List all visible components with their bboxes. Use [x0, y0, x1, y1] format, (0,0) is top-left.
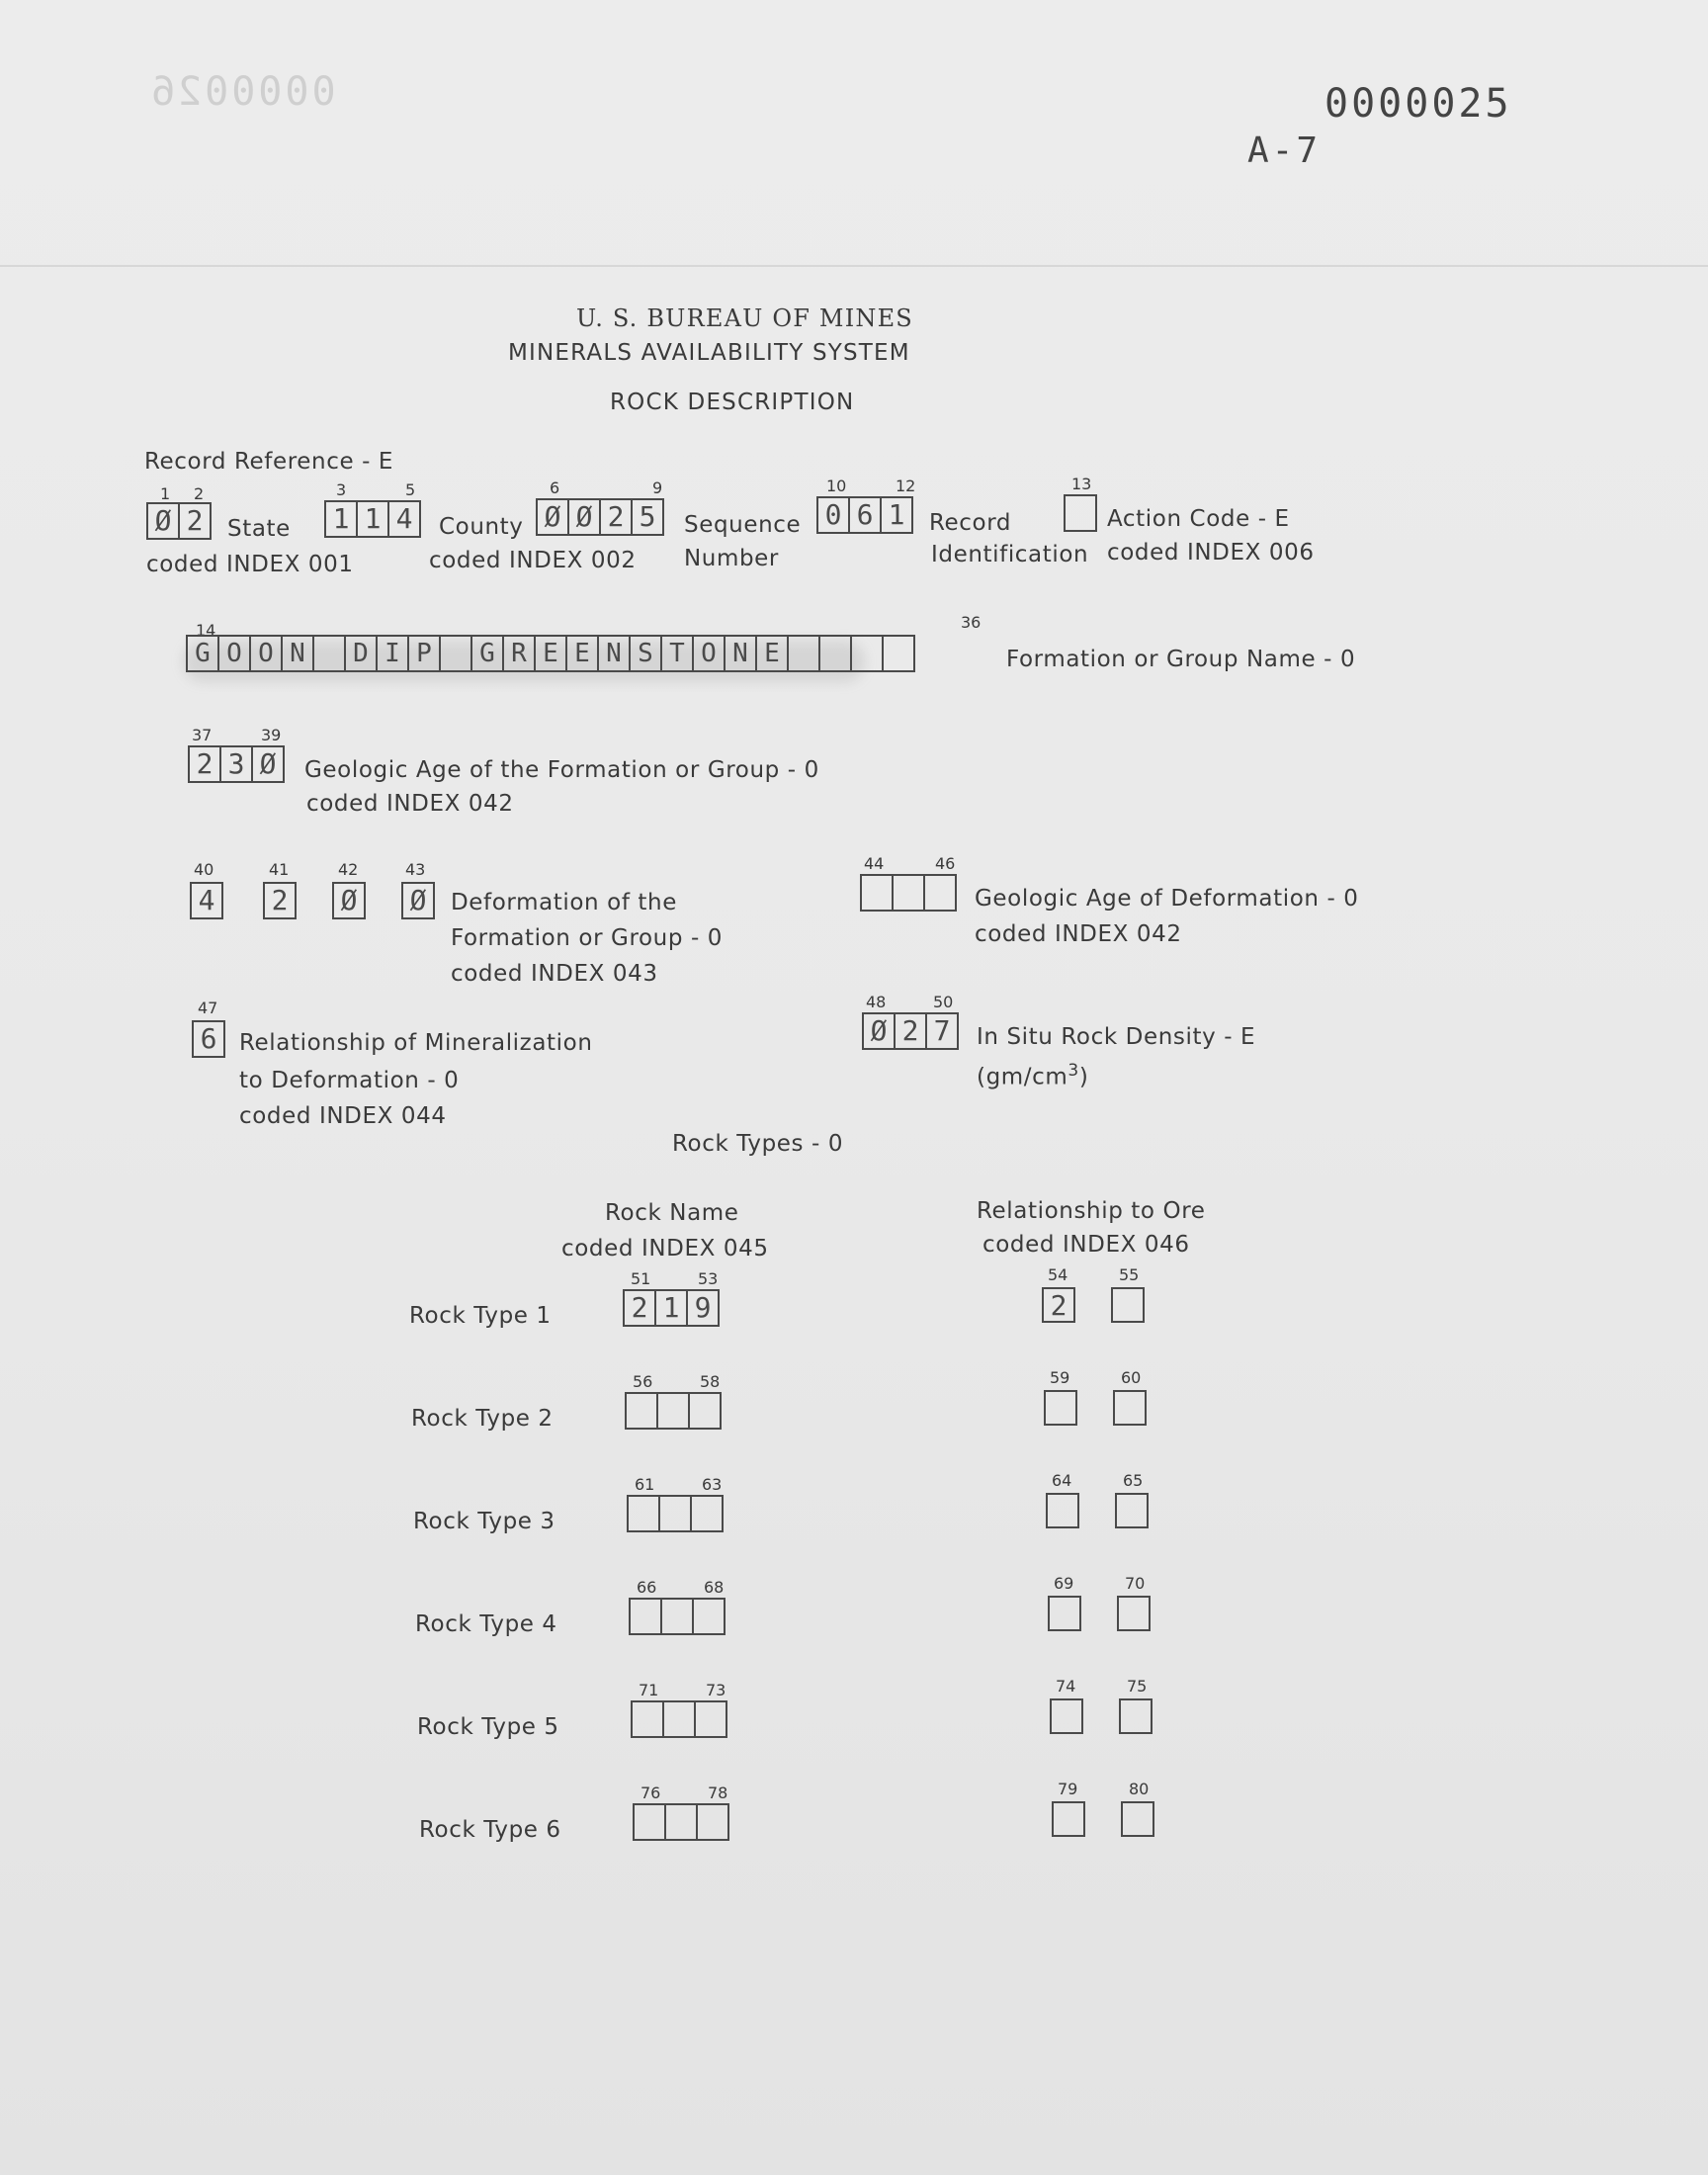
code-box [1113, 1390, 1147, 1426]
page-label: A-7 [1247, 130, 1322, 171]
code-box: 6 [848, 496, 882, 534]
rock-name-field[interactable] [625, 1392, 720, 1430]
ore-relationship-field-2[interactable] [1121, 1801, 1154, 1837]
page-fold-line [0, 265, 1708, 267]
code-box: Ø [251, 745, 285, 783]
rock-name-field[interactable] [627, 1495, 722, 1532]
relationship-mineralization-field[interactable] [192, 1020, 225, 1058]
relationship-mineralization-index-label: coded INDEX 044 [239, 1103, 447, 1129]
code-box: 2 [894, 1012, 927, 1050]
formation-name-field[interactable] [186, 635, 913, 672]
code-box [1119, 1698, 1153, 1734]
col-num: 6 [550, 478, 560, 497]
rock-density-label: In Situ Rock Density - E [977, 1024, 1256, 1050]
code-box: 6 [192, 1020, 225, 1058]
code-box: 2 [263, 882, 297, 919]
code-box [656, 1392, 690, 1430]
code-box [1052, 1801, 1085, 1837]
document-number: 0000025 [1324, 81, 1512, 127]
code-box: Ø [567, 498, 601, 536]
code-box [692, 1598, 726, 1635]
rock-density-unit-close: ) [1078, 1064, 1089, 1090]
col-num: 63 [702, 1475, 723, 1494]
code-box [662, 1700, 696, 1738]
code-box: 2 [623, 1289, 656, 1327]
formation-char-box: O [217, 635, 251, 672]
code-box: Ø [332, 882, 366, 919]
code-box: 3 [219, 745, 253, 783]
col-num: 1 [160, 484, 171, 503]
deformation-field-40[interactable] [190, 882, 223, 919]
col-num: 9 [652, 478, 663, 497]
code-box [860, 874, 894, 912]
formation-char-box [882, 635, 915, 672]
code-box [627, 1495, 660, 1532]
deformation-label-line2: Formation or Group - 0 [451, 925, 724, 951]
code-box [1111, 1287, 1145, 1323]
col-num: 74 [1056, 1677, 1076, 1696]
ore-relationship-field-2[interactable] [1113, 1390, 1147, 1426]
col-num: 50 [933, 993, 954, 1011]
rock-name-field[interactable] [633, 1803, 727, 1841]
code-box [1048, 1596, 1081, 1631]
record-reference-label: Record Reference - E [144, 449, 394, 475]
code-box: 2 [178, 502, 212, 540]
geologic-age-index-label: coded INDEX 042 [306, 791, 514, 817]
sequence-label: Sequence [684, 512, 802, 538]
col-num: 46 [935, 854, 956, 873]
col-num: 78 [708, 1784, 728, 1802]
col-num: 41 [269, 860, 290, 879]
col-num: 54 [1048, 1265, 1068, 1284]
col-num: 70 [1125, 1574, 1146, 1593]
code-box [625, 1392, 658, 1430]
ore-relationship-field-1[interactable] [1046, 1493, 1079, 1528]
code-box [629, 1598, 662, 1635]
col-num: 66 [637, 1578, 657, 1597]
formation-char-box: I [376, 635, 409, 672]
action-code-field[interactable] [1064, 494, 1097, 532]
rock-name-field[interactable] [629, 1598, 724, 1635]
formation-char-box: O [692, 635, 726, 672]
county-label: County [439, 514, 524, 540]
rock-types-title: Rock Types - 0 [672, 1131, 844, 1157]
relationship-mineralization-label-line1: Relationship of Mineralization [239, 1030, 593, 1056]
agency-title: U. S. BUREAU OF MINES [576, 304, 913, 332]
sequence-sub-label: Number [684, 546, 779, 571]
code-box [1046, 1493, 1079, 1528]
code-box [892, 874, 925, 912]
rock-density-field[interactable] [862, 1012, 957, 1050]
code-box: Ø [862, 1012, 896, 1050]
ore-relationship-field-1[interactable] [1044, 1390, 1077, 1426]
rock-name-header: Rock Name [605, 1200, 739, 1226]
col-num: 3 [336, 480, 347, 499]
formation-char-box [818, 635, 852, 672]
rock-density-unit-sup: 3 [1068, 1061, 1079, 1081]
deformation-field-42[interactable] [332, 882, 366, 919]
deformation-age-field[interactable] [860, 874, 955, 912]
col-num: 56 [633, 1372, 653, 1391]
rock-type-label: Rock Type 1 [409, 1303, 552, 1329]
code-box: 9 [686, 1289, 720, 1327]
relationship-mineralization-label-line2: to Deformation - 0 [239, 1068, 460, 1093]
record-label: Record [929, 510, 1012, 536]
rock-type-label: Rock Type 6 [419, 1817, 561, 1843]
col-num: 69 [1054, 1574, 1074, 1593]
code-box [664, 1803, 698, 1841]
formation-char-box: N [597, 635, 631, 672]
formation-char-box: T [660, 635, 694, 672]
ghost-document-number: 0000026 [148, 69, 336, 115]
col-num: 80 [1129, 1780, 1150, 1798]
code-box: 7 [925, 1012, 959, 1050]
ore-header: Relationship to Ore [977, 1198, 1206, 1224]
col-num: 55 [1119, 1265, 1140, 1284]
col-num: 60 [1121, 1368, 1142, 1387]
state-code-field[interactable] [146, 502, 210, 540]
col-num: 73 [706, 1681, 726, 1699]
code-box [1044, 1390, 1077, 1426]
col-num: 2 [194, 484, 205, 503]
rock-type-label: Rock Type 2 [411, 1406, 554, 1432]
action-code-index-label: coded INDEX 006 [1107, 540, 1315, 566]
code-box: 1 [654, 1289, 688, 1327]
code-box [1115, 1493, 1149, 1528]
col-num: 71 [639, 1681, 659, 1699]
formation-char-box: R [502, 635, 536, 672]
formation-char-box [850, 635, 884, 672]
formation-char-box [312, 635, 346, 672]
deformation-age-label: Geologic Age of Deformation - 0 [975, 886, 1359, 912]
col-num: 75 [1127, 1677, 1148, 1696]
code-box: 2 [1042, 1287, 1075, 1323]
col-num: 47 [198, 999, 218, 1017]
col-num: 61 [635, 1475, 655, 1494]
formation-label: Formation or Group Name - 0 [1006, 647, 1356, 672]
code-box: Ø [401, 882, 435, 919]
code-box: 1 [324, 500, 358, 538]
formation-char-box: P [407, 635, 441, 672]
code-box: Ø [536, 498, 569, 536]
col-num: 40 [194, 860, 214, 879]
code-box [631, 1700, 664, 1738]
col-num: 42 [338, 860, 359, 879]
col-num: 10 [826, 477, 847, 495]
geologic-age-label: Geologic Age of the Formation or Group - 0 [304, 757, 819, 783]
formation-char-box: S [629, 635, 662, 672]
geologic-age-field[interactable] [188, 745, 283, 783]
rock-type-label: Rock Type 4 [415, 1611, 557, 1637]
formation-char-box: G [186, 635, 219, 672]
code-box: Ø [146, 502, 180, 540]
col-num: 59 [1050, 1368, 1070, 1387]
code-box: 2 [188, 745, 221, 783]
action-code-label: Action Code - E [1107, 506, 1290, 532]
formation-char-box: N [724, 635, 757, 672]
col-num: 36 [961, 613, 982, 632]
col-num: 76 [640, 1784, 661, 1802]
col-num: 65 [1123, 1471, 1144, 1490]
state-label: State [227, 516, 291, 542]
code-box: 4 [387, 500, 421, 538]
col-num: 14 [196, 621, 216, 640]
record-sub-label: Identification [931, 542, 1089, 567]
deformation-field-43[interactable] [401, 882, 435, 919]
county-code-field[interactable] [324, 500, 419, 538]
ore-relationship-field-1[interactable] [1050, 1698, 1083, 1734]
system-title: MINERALS AVAILABILITY SYSTEM [508, 340, 910, 366]
code-box: 5 [631, 498, 664, 536]
col-num: 39 [261, 726, 282, 744]
col-num: 79 [1058, 1780, 1078, 1798]
col-num: 12 [896, 477, 916, 495]
record-identification-field[interactable] [816, 496, 911, 534]
formation-char-box: O [249, 635, 283, 672]
rock-type-label: Rock Type 3 [413, 1509, 555, 1534]
col-num: 64 [1052, 1471, 1072, 1490]
col-num: 43 [405, 860, 426, 879]
code-box [658, 1495, 692, 1532]
code-box [1050, 1698, 1083, 1734]
form-title: ROCK DESCRIPTION [610, 390, 855, 415]
ore-relationship-field-2[interactable] [1119, 1698, 1153, 1734]
rock-name-index-label: coded INDEX 045 [561, 1236, 769, 1262]
formation-char-box: E [565, 635, 599, 672]
col-num: 48 [866, 993, 887, 1011]
ore-relationship-field-1[interactable] [1042, 1287, 1075, 1323]
formation-char-box: N [281, 635, 314, 672]
code-box: 1 [356, 500, 389, 538]
col-num: 5 [405, 480, 416, 499]
col-num: 53 [698, 1269, 719, 1288]
col-num: 68 [704, 1578, 725, 1597]
code-box: 2 [599, 498, 633, 536]
rock-name-field[interactable] [623, 1289, 718, 1327]
state-index-label: coded INDEX 001 [146, 552, 354, 577]
formation-char-box [787, 635, 820, 672]
county-index-label: coded INDEX 002 [429, 548, 637, 573]
code-box [660, 1598, 694, 1635]
formation-char-box: E [534, 635, 567, 672]
formation-char-box [439, 635, 472, 672]
code-box [690, 1495, 724, 1532]
rock-density-unit-text: (gm/cm [977, 1064, 1068, 1090]
code-box [1121, 1801, 1154, 1837]
formation-char-box: G [470, 635, 504, 672]
code-box [1064, 494, 1097, 532]
code-box: 4 [190, 882, 223, 919]
formation-char-box: E [755, 635, 789, 672]
col-num: 58 [700, 1372, 721, 1391]
rock-type-label: Rock Type 5 [417, 1714, 559, 1740]
ore-index-label: coded INDEX 046 [982, 1232, 1190, 1258]
deformation-field-41[interactable] [263, 882, 297, 919]
code-box: 0 [816, 496, 850, 534]
code-box [923, 874, 957, 912]
ore-relationship-field-1[interactable] [1052, 1801, 1085, 1837]
code-box [694, 1700, 727, 1738]
col-num: 44 [864, 854, 885, 873]
code-box [633, 1803, 666, 1841]
ore-relationship-field-2[interactable] [1115, 1493, 1149, 1528]
rock-name-field[interactable] [631, 1700, 726, 1738]
rock-density-unit [977, 1056, 1088, 1092]
formation-char-box: D [344, 635, 378, 672]
ore-relationship-field-2[interactable] [1111, 1287, 1145, 1323]
deformation-age-index-label: coded INDEX 042 [975, 921, 1182, 947]
col-num: 37 [192, 726, 213, 744]
ore-relationship-field-1[interactable] [1048, 1596, 1081, 1631]
deformation-label-line1: Deformation of the [451, 890, 677, 915]
code-box [688, 1392, 722, 1430]
col-num: 13 [1071, 475, 1092, 493]
ore-relationship-field-2[interactable] [1117, 1596, 1151, 1631]
col-num: 51 [631, 1269, 651, 1288]
code-box: 1 [880, 496, 913, 534]
code-box [1117, 1596, 1151, 1631]
code-box [696, 1803, 729, 1841]
deformation-index-label: coded INDEX 043 [451, 961, 658, 987]
sequence-number-field[interactable] [536, 498, 662, 536]
